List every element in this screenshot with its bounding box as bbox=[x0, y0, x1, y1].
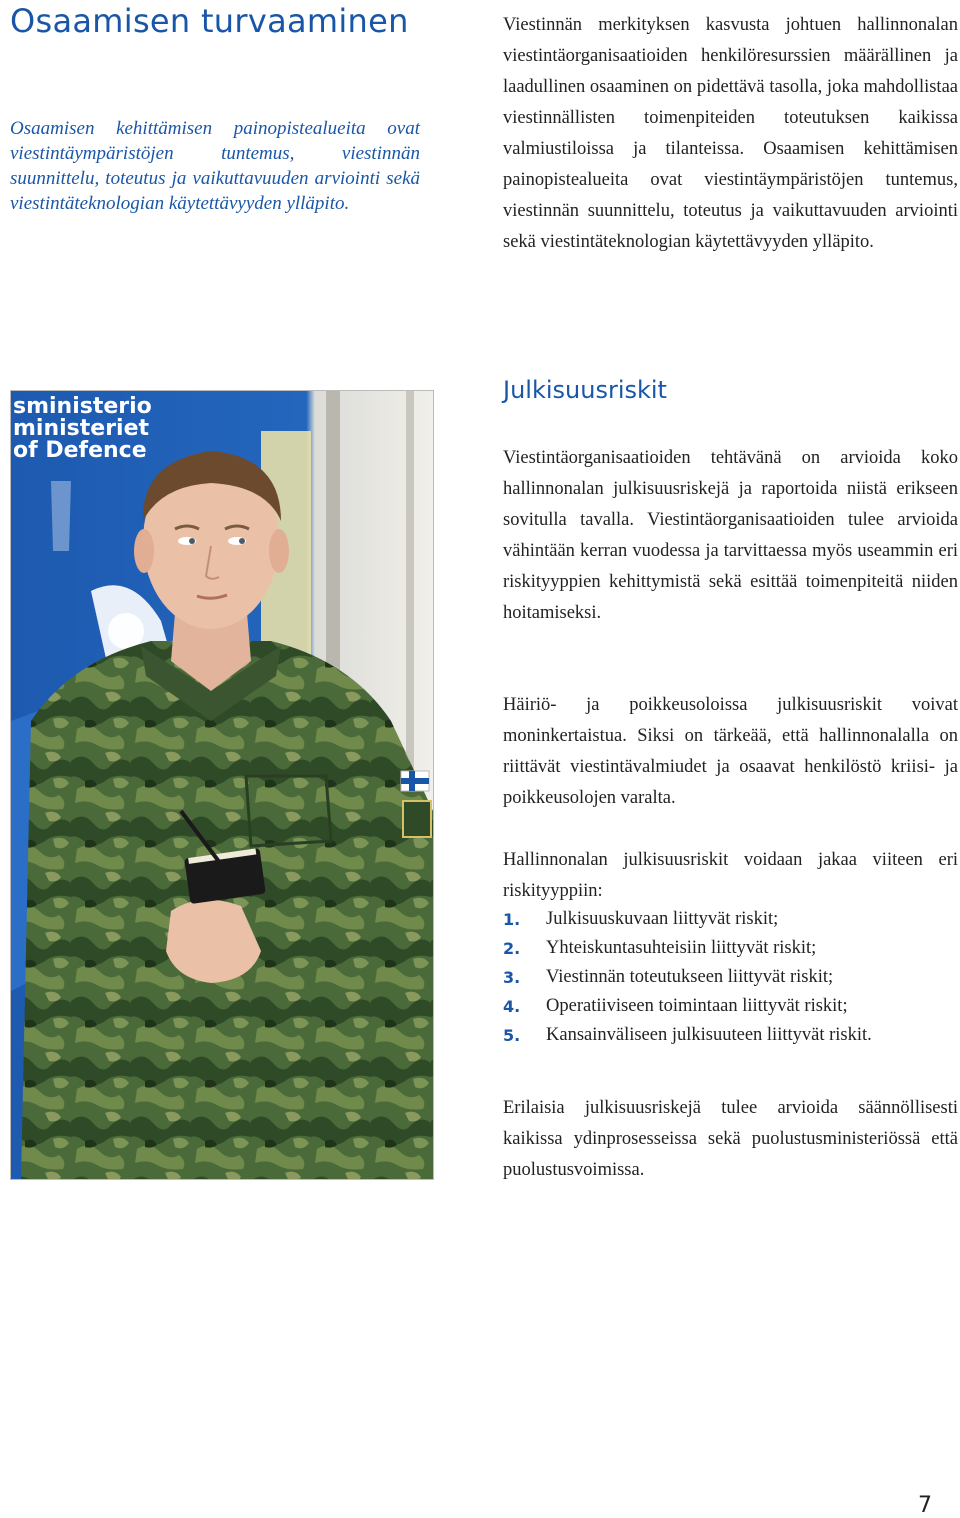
pullquote: Osaamisen kehittämisen painopistealueita ovat viestintäympäristöjen tuntemus, viestinnän suunnittelu, toteutus ja vaikuttavuuden arviointi sekä viestintäteknologian käytettävyyden ylläpito. bbox=[10, 118, 420, 214]
soldier-photo bbox=[10, 390, 434, 1180]
page-title: Osaamisen turvaaminen bbox=[10, 2, 409, 40]
risk-type-list bbox=[503, 905, 958, 1050]
list-item-text: Julkisuuskuvaan liittyvät riskit; bbox=[546, 909, 779, 929]
section-paragraph-3: Erilaisia julkisuusriskejä tulee arvioida säännöllisesti kaikissa ydinprosesseissa sekä puolustusministeriössä että puolustusvoimissa. bbox=[503, 1098, 958, 1180]
page-number: 7 bbox=[918, 1493, 932, 1518]
list-item-number: 2. bbox=[503, 939, 521, 958]
list-intro: Hallinnonalan julkisuusriskit voidaan jakaa viiteen eri riskityyppiin: bbox=[503, 850, 958, 901]
banner-text-line-2: ministeriet bbox=[13, 416, 150, 441]
list-item-text: Kansainväliseen julkisuuteen liittyvät riskit. bbox=[546, 1025, 872, 1045]
list-item-number: 5. bbox=[503, 1026, 521, 1045]
section-paragraph-1: Viestintäorganisaatioiden tehtävänä on arvioida koko hallinnonalan julkisuusriskejä ja raportoida niistä erikseen sovitulla tavalla. Viestintäorganisaatioiden tulee arvioida vähintään kerran vuodessa ja tarvittaessa myös useammin eri riskityyppien kehittymistä sekä esittää toimenpiteitä niiden hoitamiseksi. bbox=[503, 448, 958, 623]
list-item-number: 4. bbox=[503, 997, 521, 1016]
intro-paragraph: Viestinnän merkityksen kasvusta johtuen hallinnonalan viestintäorganisaatioiden henkilöresurssien määrällinen ja laadullinen osaaminen on pidettävä tasolla, joka mahdollistaa viestinnällisten toimenpiteiden toteutuksen kaikissa valmiustiloissa ja tilanteissa. Osaamisen kehittämisen painopistealueita ovat viestintäympäristöjen tuntemus, viestinnän suunnittelu, toteutus ja vaikuttavuuden arviointi sekä viestintäteknologian käytettävyyden ylläpito. bbox=[503, 15, 958, 252]
list-item bbox=[503, 1021, 958, 1050]
list-item-text: Yhteiskuntasuhteisiin liittyvät riskit; bbox=[546, 938, 817, 958]
banner-text-line-1: sministerio bbox=[13, 394, 152, 419]
list-item bbox=[503, 992, 958, 1021]
list-item-number: 1. bbox=[503, 910, 521, 929]
section-paragraph-2: Häiriö- ja poikkeusoloissa julkisuusriskit voivat moninkertaistua. Siksi on tärkeää, että hallinnonalalla on riittävät viestintävalmiudet ja osaavat henkilöstö kriisi- ja poikkeusolojen varalta. bbox=[503, 695, 958, 808]
list-item bbox=[503, 905, 958, 934]
list-item-number: 3. bbox=[503, 968, 521, 987]
list-item-text: Viestinnän toteutukseen liittyvät riskit; bbox=[546, 967, 834, 987]
list-item-text: Operatiiviseen toimintaan liittyvät riskit; bbox=[546, 996, 848, 1016]
section-heading: Julkisuusriskit bbox=[503, 376, 667, 404]
list-item bbox=[503, 934, 958, 963]
list-item bbox=[503, 963, 958, 992]
banner-text-line-3: of Defence bbox=[13, 438, 147, 463]
